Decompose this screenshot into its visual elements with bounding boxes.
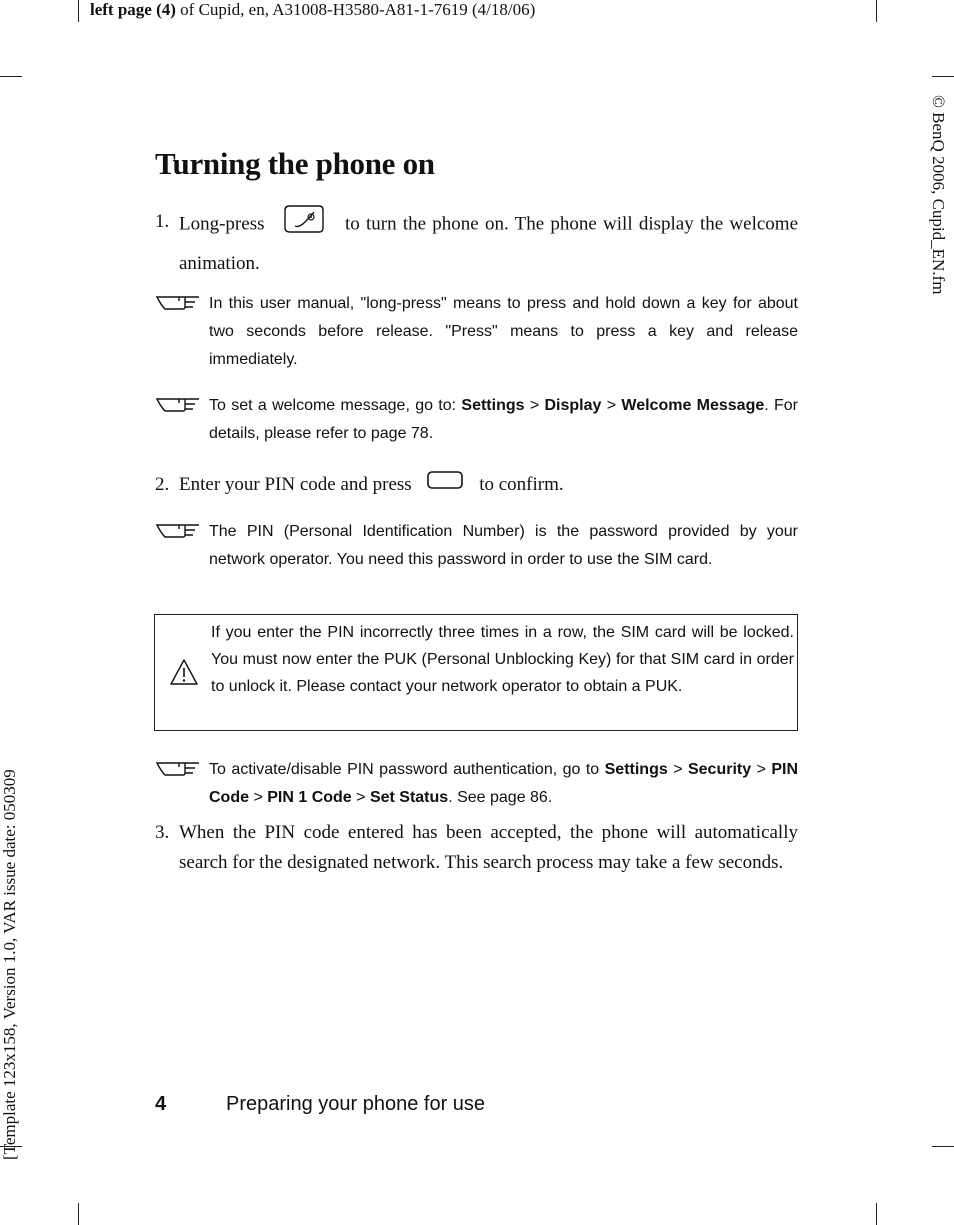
- menu-path-pin-code: PIN Code: [209, 761, 799, 806]
- crop-mark: [932, 1146, 954, 1147]
- path-separator: >: [751, 761, 772, 778]
- warning-triangle-icon: [169, 657, 199, 687]
- menu-path-security: Security: [687, 761, 752, 778]
- path-separator: >: [524, 397, 545, 414]
- crop-mark: [78, 0, 79, 22]
- side-template-info: [Template 123x158, Version 1.0, VAR issue date: 050309: [0, 769, 19, 1160]
- menu-path-set-status: Set Status: [369, 789, 449, 806]
- step-text-before: Enter your PIN code and press: [179, 474, 412, 495]
- menu-path-settings: Settings: [461, 397, 525, 414]
- menu-path-welcome-message: Welcome Message: [621, 397, 765, 414]
- print-header: [90, 0, 535, 20]
- step-number: 1.: [155, 211, 170, 232]
- note-text-pre: To set a welcome message, go to:: [209, 397, 462, 414]
- step-text-before: Long-press: [179, 213, 265, 235]
- note-welcome-message: [155, 392, 798, 448]
- note-hand-icon: [155, 759, 201, 779]
- path-separator: >: [601, 397, 622, 414]
- soft-key-icon: [426, 468, 464, 503]
- power-end-key-icon: [281, 204, 327, 246]
- menu-path-pin1-code: PIN 1 Code: [267, 789, 352, 806]
- note-text-post: . See page 86.: [448, 789, 553, 806]
- path-separator: >: [249, 789, 268, 806]
- note-text: The PIN (Personal Identification Number) is the password provided by your network operator. You need this password in order to use the SIM card.: [209, 523, 798, 568]
- step-2: [155, 467, 798, 503]
- step-3: [155, 818, 798, 878]
- warning-text: If you enter the PIN incorrectly three times in a row, the SIM card will be locked. You must now enter the PUK (Personal Unblocking Key) for that SIM card in order to unlock it. Please contact your network operator to obtain a PUK.: [211, 624, 794, 695]
- note-text-pre: To activate/disable PIN password authentication, go to: [209, 761, 605, 778]
- step-text-after: to confirm.: [479, 474, 564, 495]
- note-long-press: [155, 290, 798, 374]
- side-copyright: © BenQ 2006, Cupid_EN.fm: [929, 95, 948, 295]
- path-separator: >: [667, 761, 688, 778]
- step-number: 3.: [155, 822, 170, 843]
- crop-mark: [876, 1203, 877, 1225]
- note-text-post: . For details, please refer to page 78.: [209, 397, 799, 442]
- header-page-label: left page (4): [90, 0, 176, 19]
- note-text: In this user manual, "long-press" means to press and hold down a key for about two seconds before release. "Press" means to press a key and release immediately.: [209, 295, 798, 368]
- footer-page-number: 4: [155, 1093, 167, 1115]
- step-text: When the PIN code entered has been accepted, the phone will automatically search for the designated network. This search process may take a few seconds.: [179, 822, 798, 873]
- crop-mark: [78, 1203, 79, 1225]
- menu-path-settings: Settings: [604, 761, 668, 778]
- path-separator: >: [351, 789, 370, 806]
- note-hand-icon: [155, 293, 201, 313]
- note-hand-icon: [155, 395, 201, 415]
- step-1: [155, 204, 798, 281]
- header-info: of Cupid, en, A31008-H3580-A81-1-7619 (4/18/06): [175, 0, 536, 19]
- note-hand-icon: [155, 521, 201, 541]
- note-pin-auth: [155, 756, 798, 812]
- warning-box: [154, 614, 798, 731]
- footer-section-title: Preparing your phone for use: [226, 1093, 486, 1115]
- step-text-after: to turn the phone on. The phone will display the welcome animation.: [179, 213, 799, 274]
- note-pin-definition: [155, 518, 798, 574]
- crop-mark: [0, 76, 22, 77]
- crop-mark: [932, 76, 954, 77]
- crop-mark: [876, 0, 877, 22]
- page-title: Turning the phone on: [155, 146, 435, 181]
- menu-path-display: Display: [544, 397, 602, 414]
- step-number: 2.: [155, 474, 170, 495]
